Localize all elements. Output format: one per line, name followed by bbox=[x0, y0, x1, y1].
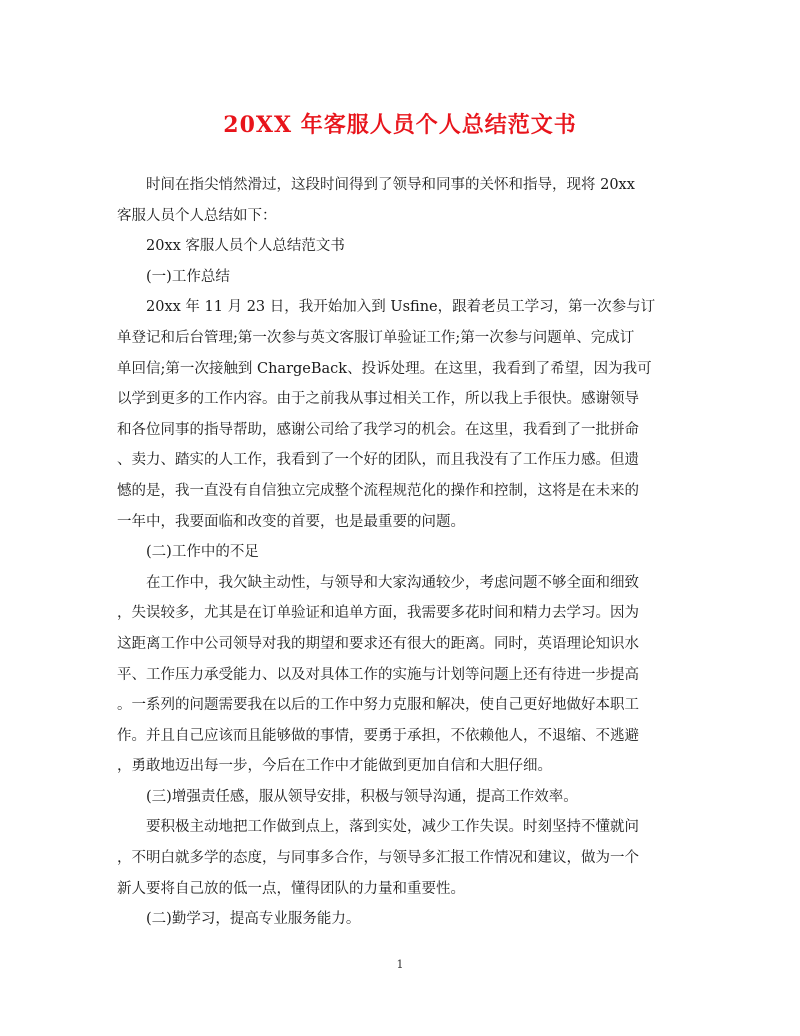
paragraph-line: 以学到更多的工作内容。由于之前我从事过相关工作，所以我上手很快。感谢领导 bbox=[117, 391, 639, 408]
paragraph-line: 要积极主动地把工作做到点上，落到实处，减少工作失误。时刻坚持不懂就问 bbox=[146, 819, 639, 836]
section-heading: (二)工作中的不足 bbox=[146, 544, 259, 561]
paragraph-line: ，不明白就多学的态度，与同事多合作，与领导多汇报工作情况和建议，做为一个 bbox=[117, 850, 639, 867]
paragraph-line: 这距离工作中公司领导对我的期望和要求还有很大的距离。同时，英语理论知识水 bbox=[117, 635, 639, 652]
paragraph-line: 和各位同事的指导帮助，感谢公司给了我学习的机会。在这里，我看到了一批拼命 bbox=[117, 421, 639, 438]
paragraph-line: 平、工作压力承受能力、以及对具体工作的实施与计划等问题上还有待进一步提高 bbox=[117, 666, 639, 683]
document-title: 20XX 年客服人员个人总结范文书 bbox=[223, 112, 577, 138]
paragraph-line: 作。并且自己应该而且能够做的事情，要勇于承担，不依赖他人，不退缩、不逃避 bbox=[117, 727, 639, 744]
paragraph-line: 新人要将自己放的低一点，懂得团队的力量和重要性。 bbox=[117, 880, 465, 897]
paragraph-line: 。一系列的问题需要我在以后的工作中努力克服和解决，使自己更好地做好本职工 bbox=[117, 697, 639, 714]
paragraph-line: 单回信;第一次接触到 ChargeBack、投诉处理。在这里，我看到了希望，因为我可 bbox=[117, 360, 652, 377]
paragraph-line: ，勇敢地迈出每一步，今后在工作中才能做到更加自信和大胆仔细。 bbox=[117, 758, 552, 775]
paragraph-line: 客服人员个人总结如下： bbox=[117, 207, 277, 224]
page-number: 1 bbox=[396, 958, 404, 971]
paragraph-line: ，失误较多，尤其是在订单验证和追单方面，我需要多花时间和精力去学习。因为 bbox=[117, 605, 639, 622]
section-heading: (二)勤学习，提高专业服务能力。 bbox=[146, 911, 361, 928]
paragraph-line: 时间在指尖悄然滑过，这段时间得到了领导和同事的关怀和指导，现将 20xx bbox=[146, 177, 635, 193]
section-heading: (一)工作总结 bbox=[146, 268, 230, 285]
section-heading: (三)增强责任感，服从领导安排，积极与领导沟通，提高工作效率。 bbox=[146, 788, 578, 805]
paragraph-line: 、卖力、踏实的人工作，我看到了一个好的团队，而且我没有了工作压力感。但遗 bbox=[117, 452, 639, 469]
paragraph-line: 憾的是，我一直没有自信独立完成整个流程规范化的操作和控制，这将是在未来的 bbox=[117, 482, 639, 499]
paragraph-line: 20xx 年 11 月 23 日，我开始加入到 Usfine，跟着老员工学习，第一次参与订 bbox=[146, 299, 656, 316]
paragraph-line: 单登记和后台管理;第一次参与英文客服订单验证工作;第一次参与问题单、完成订 bbox=[117, 329, 635, 346]
subheading: 20xx 客服人员个人总结范文书 bbox=[146, 238, 345, 255]
paragraph-line: 一年中，我要面临和改变的首要，也是最重要的问题。 bbox=[117, 513, 465, 530]
document-body bbox=[117, 170, 687, 935]
paragraph-line: 在工作中，我欠缺主动性，与领导和大家沟通较少，考虑问题不够全面和细致 bbox=[146, 574, 639, 591]
